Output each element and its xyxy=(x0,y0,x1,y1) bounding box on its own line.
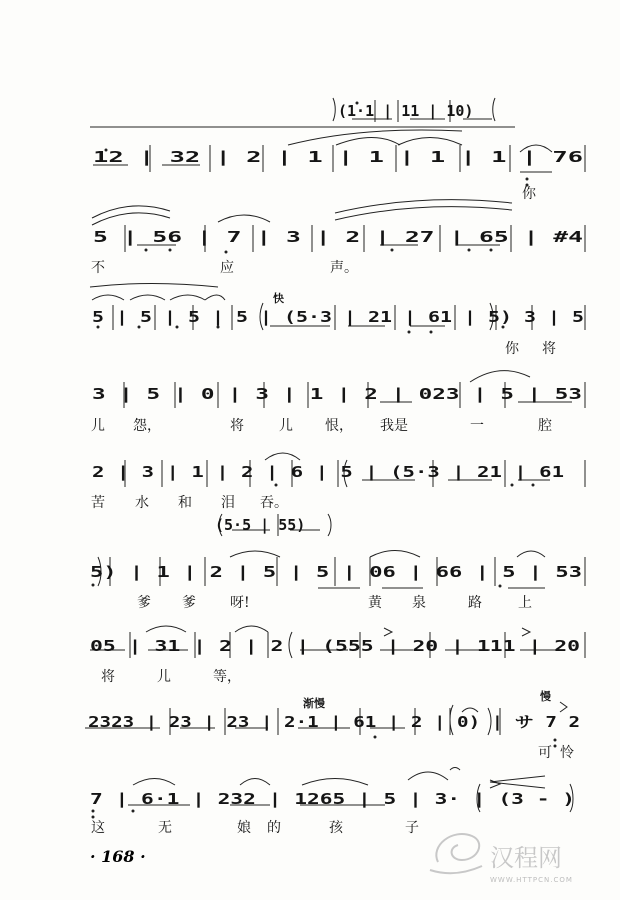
lyric: 呀! xyxy=(230,595,250,611)
system-4-notes: 3 | 5 | 0 | 3 | 1 | 2 | 023 | 5 | 53 xyxy=(92,385,418,403)
lyric: 应 xyxy=(220,260,234,276)
lyric: 你 xyxy=(522,186,536,202)
lyric: 吞。 xyxy=(260,495,288,511)
system-1-upper-notes: (1·1 | 11 | 10) xyxy=(338,102,474,120)
lyric: 等， xyxy=(213,669,241,685)
lyric: 怨， xyxy=(133,418,161,434)
lyric: 爹 xyxy=(137,595,151,611)
watermark xyxy=(430,834,573,884)
system-3-tempo-mark: 快 xyxy=(273,292,284,305)
lyric: 我是 xyxy=(380,418,408,434)
lyric: 爹 xyxy=(182,595,196,611)
lyric: 将 xyxy=(101,669,115,685)
lyric: 这 xyxy=(91,820,105,836)
lyric: 的 xyxy=(267,820,281,836)
system-1-notes: 12 | 32 | 2 | 1 | 1 | 1 | 1 | 76 xyxy=(93,148,382,166)
system-8-tempo-mark-1: 渐慢 xyxy=(303,697,325,710)
lyric: 路 xyxy=(468,595,482,611)
lyric: 将 xyxy=(230,418,244,434)
lyric: 娘 xyxy=(237,820,251,836)
system-6-upper-notes: (5·5 | 55) xyxy=(215,516,306,534)
lyric: 无 xyxy=(158,820,172,836)
lyric: 恨， xyxy=(325,418,353,434)
lyric: 你 xyxy=(505,341,519,357)
lyric: 水 xyxy=(135,495,149,511)
lyric: 不 xyxy=(91,260,105,276)
lyric: 儿 xyxy=(91,418,105,434)
lyric: 怜 xyxy=(560,745,574,761)
watermark-url: WWW.HTTPCN.COM xyxy=(490,876,573,884)
system-6-notes: 5) | 1 | 2 | 5 | 5 | 06 | 66 | 5 | 53 xyxy=(90,563,425,581)
lyric: 和 xyxy=(178,495,192,511)
lyric: 儿 xyxy=(279,418,293,434)
system-8-notes: 2323 | 23 | 23 | 2·1 | 61 | 2 | 0) | サ 7 2 xyxy=(88,713,474,731)
lyric: 子 xyxy=(405,820,419,836)
system-3-notes: 5 | 5 | 5 | 5 | (5·3 | 21 | 61 | 5) 3 | 5 xyxy=(92,308,463,326)
lyric: 黄 xyxy=(368,595,382,611)
lyric: 腔 xyxy=(538,418,552,434)
lyric: 声。 xyxy=(330,260,358,276)
system-9-notes: 7 | 6·1 | 232 | 1265 | 5 | 3· | (3 - ) xyxy=(90,790,434,808)
system-7-notes: 05 | 31 | 2 | 2 | (555 | 20 | 111 | 20 xyxy=(90,637,434,655)
watermark-logo-icon xyxy=(436,834,479,862)
lyric: 泉 xyxy=(412,595,426,611)
lyric: 可 xyxy=(538,745,552,761)
page-number: · 168 · xyxy=(90,847,146,866)
system-2-notes: 5 | 56 | 7 | 3 | 2 | 27 | 65 | #4 xyxy=(93,228,392,246)
system-8-tempo-mark-2: 慢 xyxy=(540,690,551,703)
lyric: 上 xyxy=(518,595,532,611)
lyric: 苦 xyxy=(91,495,105,511)
lyric: 孩 xyxy=(329,820,343,836)
system-5-notes: 2 | 3 | 1 | 2 | 6 | 5 | (5·3 | 21 | 61 xyxy=(92,463,436,481)
lyric: 将 xyxy=(542,341,556,357)
lyric: 一 xyxy=(470,418,484,434)
lyric: 儿 xyxy=(157,669,171,685)
lyric: 泪 xyxy=(221,495,235,511)
watermark-brand: 汉程网 xyxy=(490,844,562,872)
